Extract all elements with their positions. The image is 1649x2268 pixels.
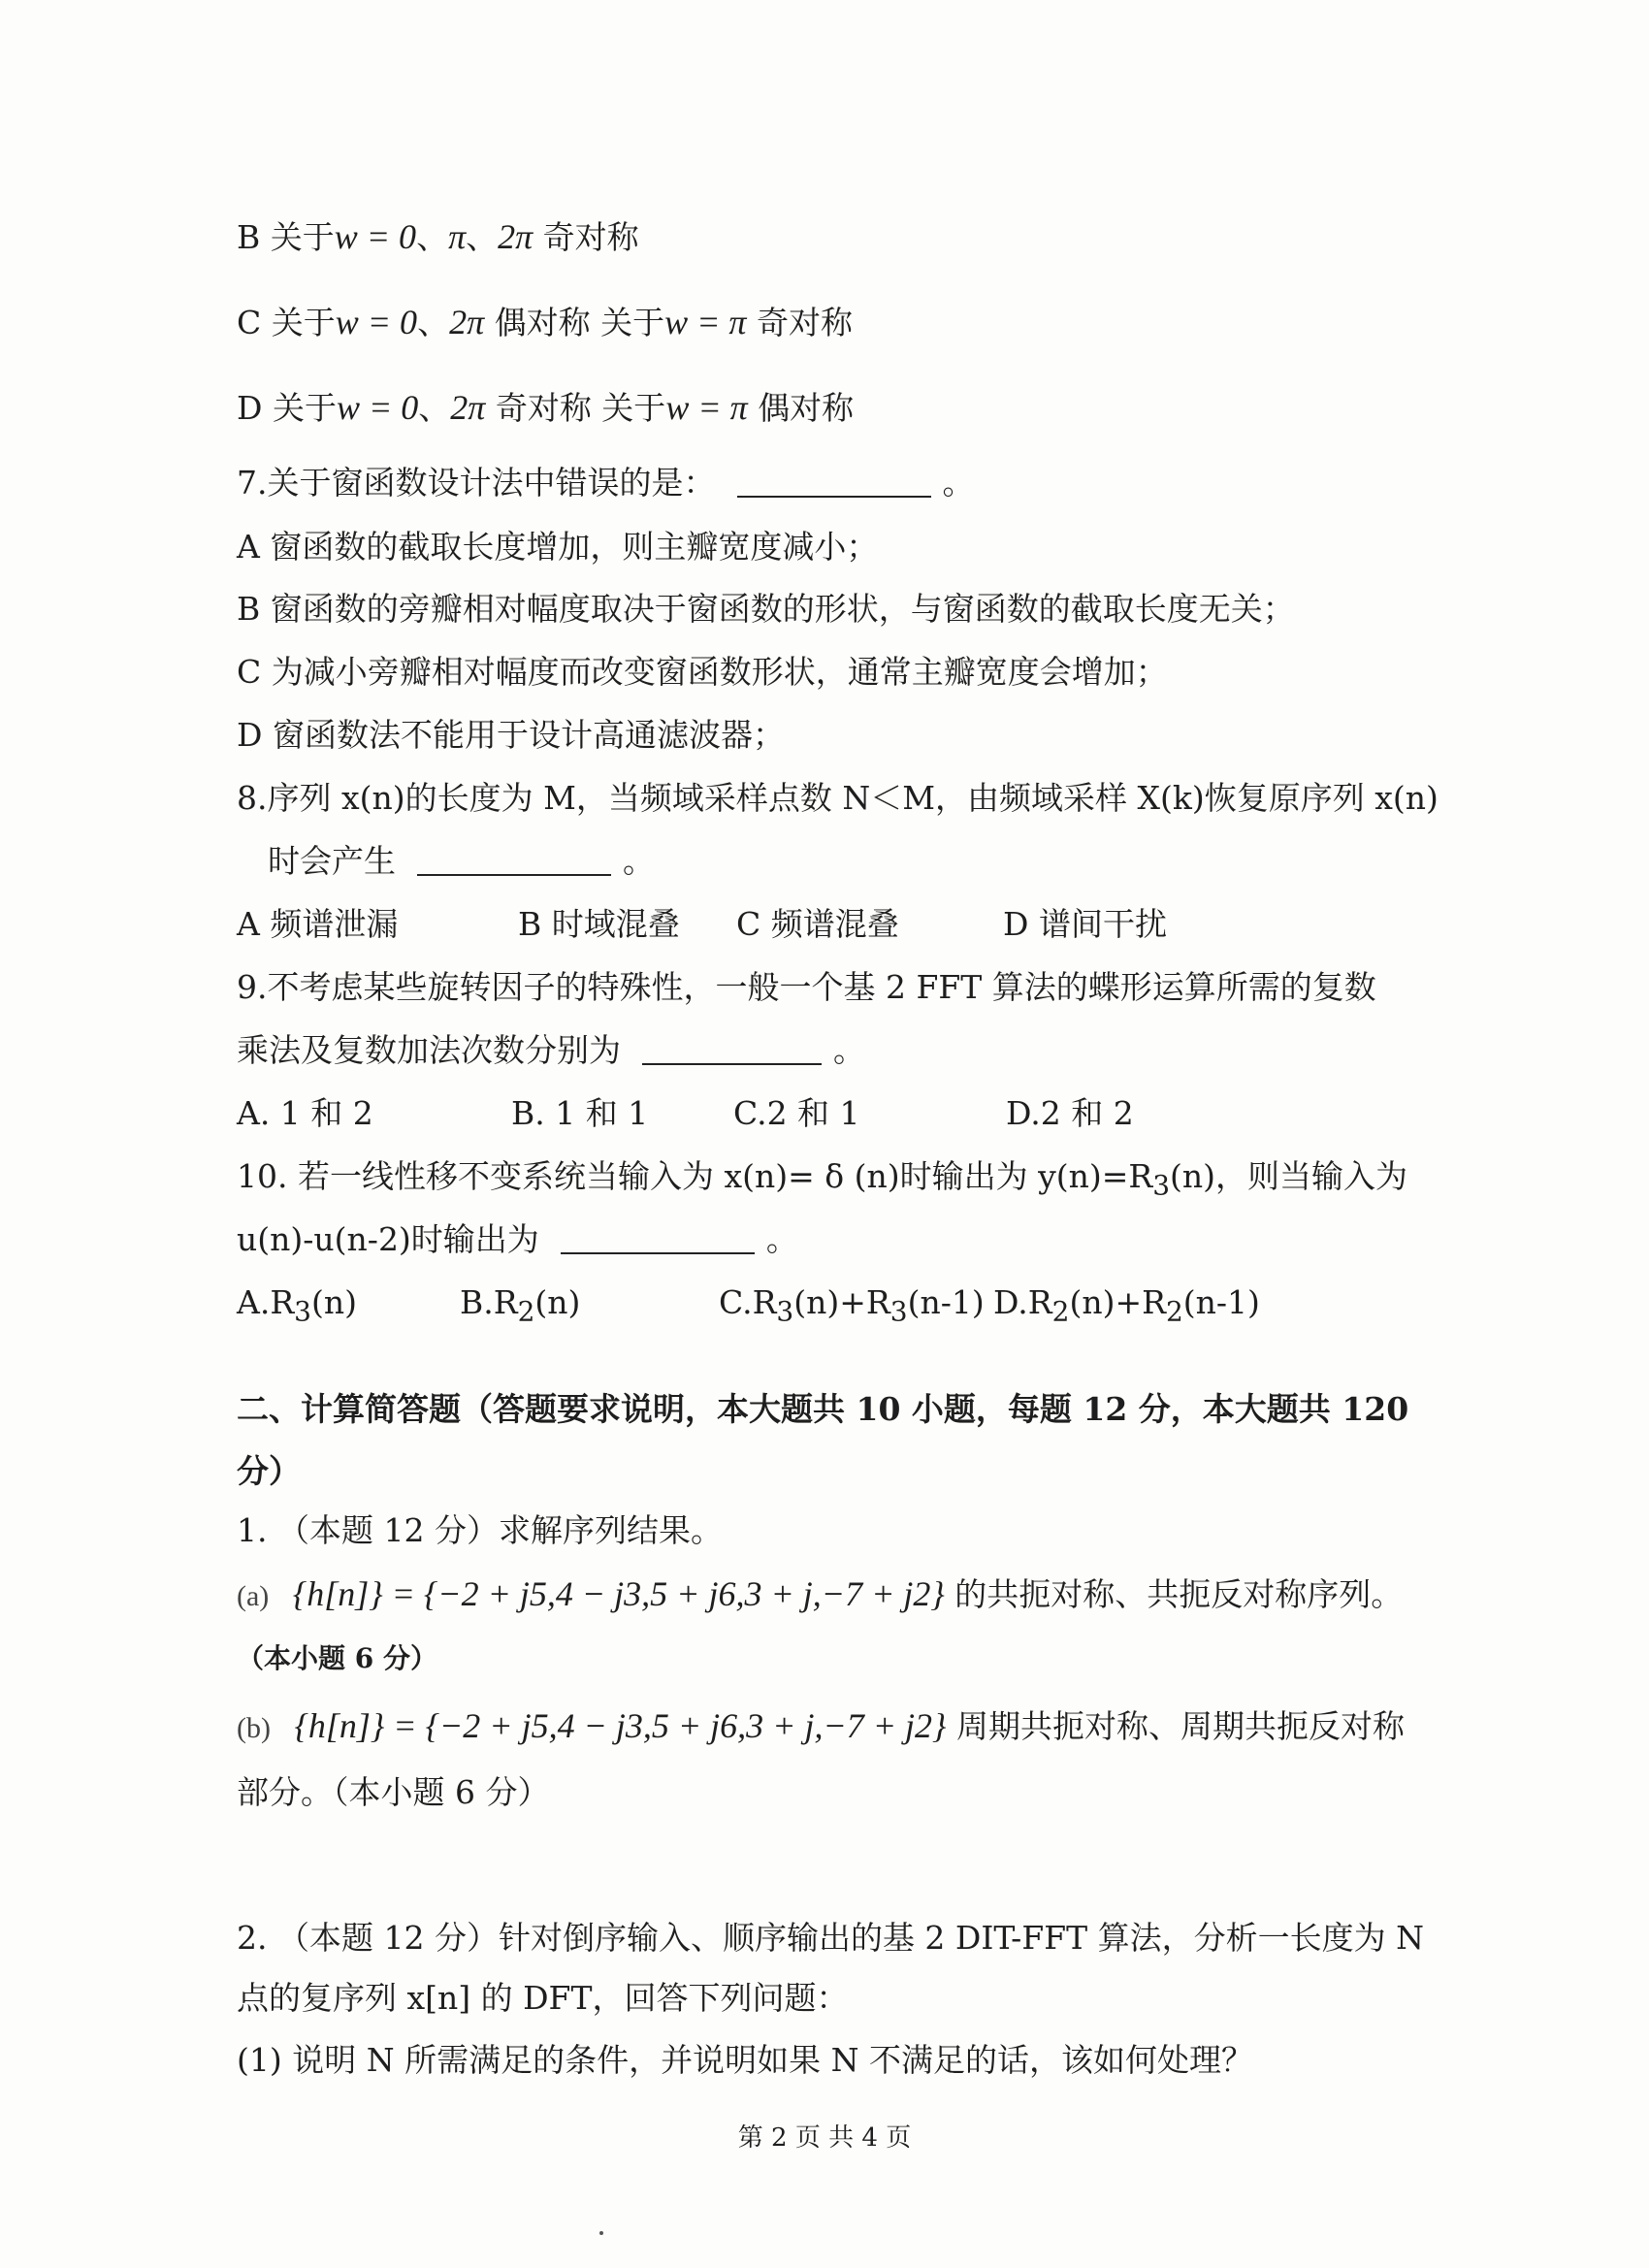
sequence-formula: {h[n]} = {−2 + j5,4 − j3,5 + j6,3 + j,−7 + j2}: [292, 1574, 945, 1613]
q9-stem-line1: 9.不考虑某些旋转因子的特殊性，一般一个基 2 FFT 算法的蝶形运算所需的复数: [237, 968, 1376, 1006]
answer-blank[interactable]: [417, 845, 611, 876]
answer-blank[interactable]: [737, 467, 931, 498]
q10-option-d: $D.R_2(n)+R_2(n-1)$: [993, 1283, 1260, 1328]
answer-blank[interactable]: [642, 1034, 822, 1065]
q9-option-d: D.2 和 2: [1006, 1094, 1134, 1132]
q9-option-a: A. 1 和 2: [237, 1094, 373, 1132]
q8-stem-line1: 8.序列 x(n)的长度为 M，当频域采样点数 N＜M，由频域采样 X(k)恢复原序列 x(n): [237, 779, 1439, 817]
math-w-zero: w = 0: [334, 217, 417, 256]
scan-speck: [599, 2231, 603, 2235]
q7-option-a: A 窗函数的截取长度增加，则主瓣宽度减小；: [237, 528, 879, 566]
q8-option-c: C 频谱混叠: [736, 905, 899, 943]
section-heading: 二、计算简答题（答题要求说明，本大题共 10 小题，每题 12 分，本大题共 120: [237, 1390, 1409, 1428]
q9-option-c: C.2 和 1: [733, 1094, 860, 1132]
q8-option-a: A 频谱泄漏: [237, 905, 399, 943]
q6-option-d: D 关于w = 0、2π 奇对称 关于w = π 偶对称: [237, 388, 855, 427]
q7-option-d: D 窗函数法不能用于设计高通滤波器；: [237, 716, 785, 754]
q7-stem: 7.关于窗函数设计法中错误的是： 。: [237, 464, 975, 502]
q9-option-b: B. 1 和 1: [511, 1094, 649, 1132]
q8-option-d: D 谱间干扰: [1003, 905, 1167, 943]
q9-stem-line2: 乘法及复数加法次数分别为 。: [237, 1031, 865, 1069]
problem1-part-a: (a) {h[n]} = {−2 + j5,4 − j3,5 + j6,3 + j,−7 + j2} 的共扼对称、共扼反对称序列。: [237, 1574, 1404, 1613]
q7-option-b: B 窗函数的旁瓣相对幅度取决于窗函数的形状，与窗函数的截取长度无关；: [237, 590, 1295, 628]
problem2-line2: 点的复序列 x[n] 的 DFT，回答下列问题：: [237, 1979, 849, 2017]
q10-option-c: $C.R_3(n)+R_3(n-1)$: [719, 1283, 985, 1328]
answer-blank[interactable]: [561, 1223, 755, 1254]
q10-stem-line2: u(n)-u(n-2)时输出为 。: [237, 1220, 798, 1258]
q6-option-b: B 关于w = 0、π、2π 奇对称: [237, 217, 639, 256]
problem1-part-a-note: （本小题 6 分）: [237, 1642, 437, 1674]
problem2-line1: 2. （本题 12 分）针对倒序输入、顺序输出的基 2 DIT-FFT 算法，分析一长度为 N: [237, 1919, 1424, 1957]
page-number-footer: 第 2 页 共 4 页: [737, 2123, 912, 2153]
q8-option-b: B 时域混叠: [518, 905, 680, 943]
sequence-formula: {h[n]} = {−2 + j5,4 − j3,5 + j6,3 + j,−7 + j2}: [294, 1706, 947, 1745]
section-heading-cont: 分）: [237, 1452, 301, 1490]
q7-option-c: C 为减小旁瓣相对幅度而改变窗函数形状，通常主瓣宽度会增加；: [237, 653, 1168, 691]
problem2-question1: (1) 说明 N 所需满足的条件，并说明如果 N 不满足的话，该如何处理？: [237, 2041, 1253, 2079]
problem1-part-b: (b) {h[n]} = {−2 + j5,4 − j3,5 + j6,3 + j,−7 + j2} 周期共扼对称、周期共扼反对称: [237, 1706, 1405, 1745]
q10-stem-line1: 10. 若一线性移不变系统当输入为 x(n)= δ (n)时输出为 $y(n)=R_3(n)$，则当输入为: [237, 1157, 1408, 1202]
problem1-title: 1. （本题 12 分）求解序列结果。: [237, 1511, 723, 1549]
problem1-part-b-note: 部分。（本小题 6 分）: [237, 1773, 550, 1811]
q6-option-c: C 关于w = 0、2π 偶对称 关于w = π 奇对称: [237, 303, 853, 341]
q10-option-a: $A.R_3(n)$: [237, 1283, 358, 1328]
q8-stem-line2: 时会产生 。: [268, 842, 655, 880]
q10-option-b: $B.R_2(n)$: [460, 1283, 581, 1328]
